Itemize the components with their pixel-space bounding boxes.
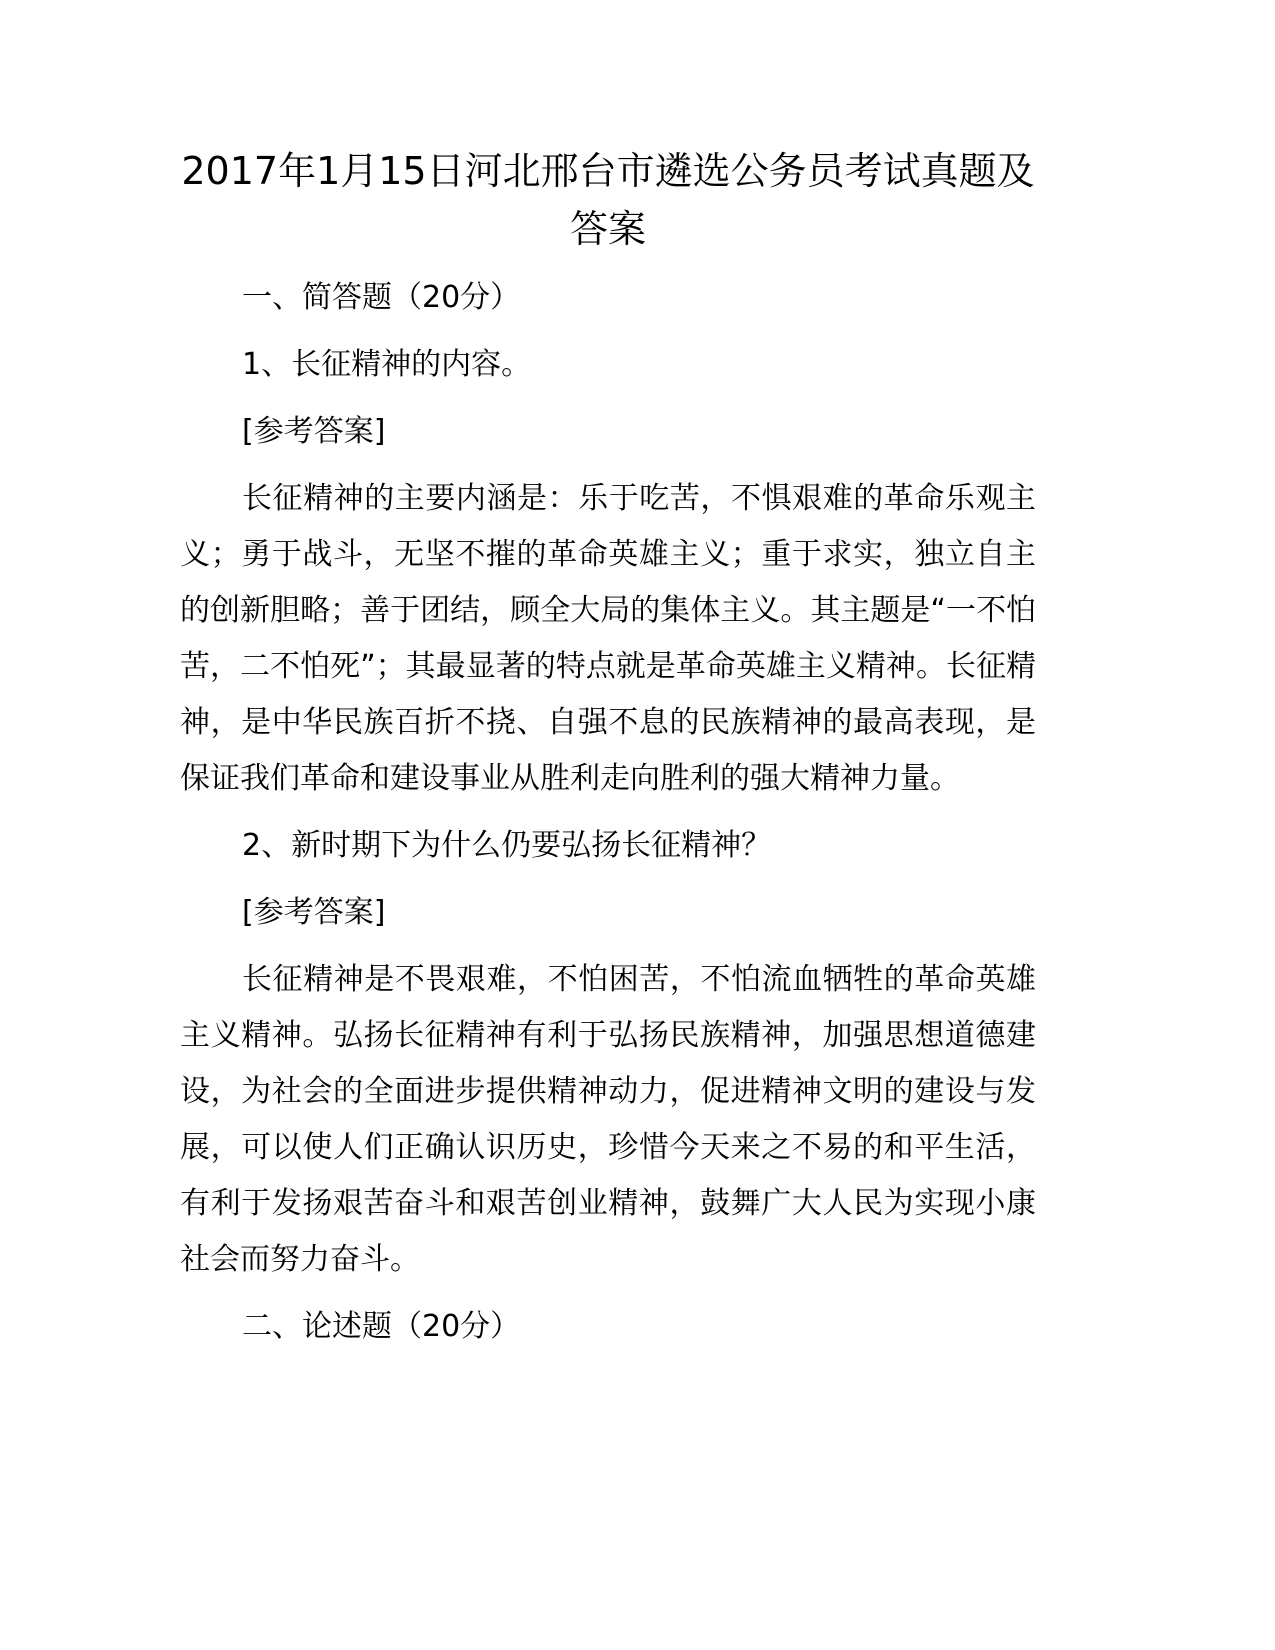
answer-2: 长征精神是不畏艰难，不怕困苦，不怕流血牺牲的革命英雄主义精神。弘扬长征精神有利于弘扬民族精神，加强思想道德建设，为社会的全面进步提供精神动力，促进精神文明的建设与发展，可以使人们正确认识历史，珍惜今天来之不易的和平生活，有利于发扬艰苦奋斗和艰苦创业精神，鼓舞广大人民为实现小康社会而努力奋斗。 <box>180 962 1036 1277</box>
section-2-heading: 二、论述题（20分） <box>242 1309 521 1344</box>
section-1-heading: 一、简答题（20分） <box>242 280 521 315</box>
question-2: 2、新时期下为什么仍要弘扬长征精神？ <box>242 828 772 863</box>
document-page <box>180 142 1036 1366</box>
answer-1: 长征精神的主要内涵是：乐于吃苦，不惧艰难的革命乐观主义；勇于战斗，无坚不摧的革命英雄主义；重于求实，独立自主的创新胆略；善于团结，顾全大局的集体主义。其主题是“一不怕苦，二不怕死”；其最显著的特点就是革命英雄主义精神。长征精神，是中华民族百折不挠、自强不息的民族精神的最高表现，是保证我们革命和建设事业从胜利走向胜利的强大精神力量。 <box>180 481 1036 796</box>
answer-label-2: [参考答案] <box>242 895 386 930</box>
answer-label-1: [参考答案] <box>242 414 386 449</box>
document-title: 2017年1月15日河北邢台市遴选公务员考试真题及答案 <box>181 149 1035 251</box>
question-1: 1、长征精神的内容。 <box>242 347 532 382</box>
